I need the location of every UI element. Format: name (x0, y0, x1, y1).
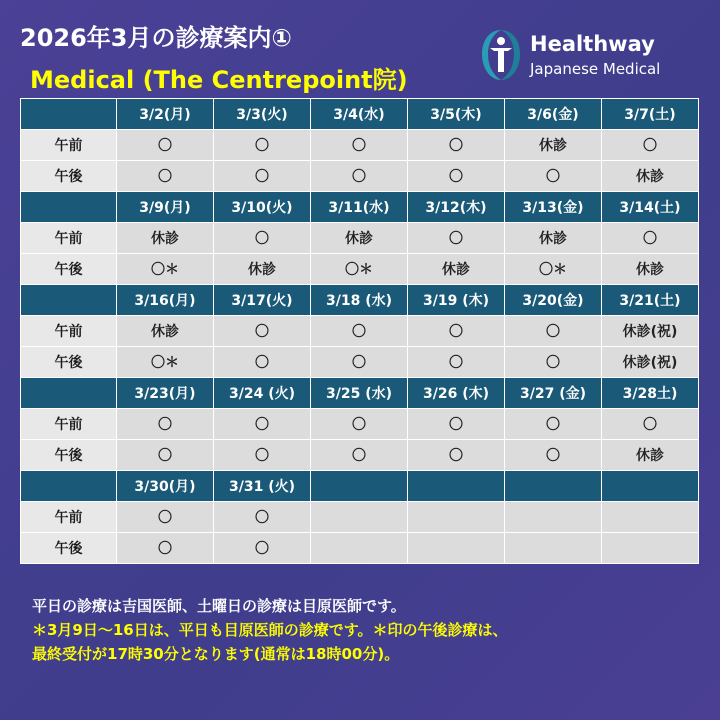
open-cell: 〇 (117, 440, 214, 471)
date-header-cell (602, 471, 699, 502)
open-cell: 〇 (214, 223, 311, 254)
date-header-cell: 3/23(月) (117, 378, 214, 409)
open-cell: 〇 (117, 533, 214, 564)
afternoon-label: 午後 (21, 347, 117, 378)
date-header-cell: 3/27 (金) (505, 378, 602, 409)
open-cell: 〇 (505, 347, 602, 378)
date-header-cell (505, 471, 602, 502)
open-cell: 〇 (311, 161, 408, 192)
morning-row (21, 223, 699, 254)
date-header-cell: 3/31 (火) (214, 471, 311, 502)
footer-special-note: ＊3月9日～16日は、平日も目原医師の診療です。＊印の午後診療は、 (32, 621, 508, 639)
morning-row (21, 502, 699, 533)
week-header-row (21, 471, 699, 502)
afternoon-row (21, 533, 699, 564)
empty-cell (602, 502, 699, 533)
open-cell: 〇 (408, 316, 505, 347)
date-header-cell: 3/10(火) (214, 192, 311, 223)
afternoon-row (21, 254, 699, 285)
open-cell: 〇 (408, 347, 505, 378)
morning-row (21, 409, 699, 440)
open-cell: 〇＊ (117, 347, 214, 378)
open-cell: 〇 (408, 440, 505, 471)
date-header-cell: 3/28土) (602, 378, 699, 409)
morning-label: 午前 (21, 409, 117, 440)
date-header-cell: 3/4(水) (311, 99, 408, 130)
date-header-cell: 3/2(月) (117, 99, 214, 130)
open-cell: 〇 (214, 316, 311, 347)
open-cell: 〇 (602, 409, 699, 440)
open-cell: 〇 (117, 161, 214, 192)
morning-row (21, 130, 699, 161)
header-corner-cell (21, 471, 117, 502)
footer-doctor-note: 平日の診療は吉国医師、土曜日の診療は目原医師です。 (32, 597, 406, 615)
afternoon-label: 午後 (21, 161, 117, 192)
open-cell: 〇 (408, 161, 505, 192)
open-cell: 〇＊ (117, 254, 214, 285)
week-header-row (21, 285, 699, 316)
clinic-subtitle: Medical (The Centrepoint院) (30, 66, 408, 94)
open-cell: 〇＊ (311, 254, 408, 285)
closed-cell: 休診 (505, 223, 602, 254)
afternoon-label: 午後 (21, 254, 117, 285)
empty-cell (311, 502, 408, 533)
brand-logo-block (478, 28, 698, 84)
week-header-row (21, 192, 699, 223)
empty-cell (602, 533, 699, 564)
closed-cell: 休診 (117, 316, 214, 347)
closed-cell: 休診 (408, 254, 505, 285)
open-cell: 〇 (214, 347, 311, 378)
date-header-cell: 3/16(月) (117, 285, 214, 316)
header-corner-cell (21, 192, 117, 223)
date-header-cell: 3/3(火) (214, 99, 311, 130)
week-header-row (21, 378, 699, 409)
header-corner-cell (21, 285, 117, 316)
date-header-cell: 3/18 (水) (311, 285, 408, 316)
open-cell: 〇 (117, 409, 214, 440)
date-header-cell: 3/20(金) (505, 285, 602, 316)
morning-label: 午前 (21, 502, 117, 533)
closed-cell: 休診 (602, 161, 699, 192)
open-cell: 〇 (505, 161, 602, 192)
week-header-row (21, 99, 699, 130)
empty-cell (505, 502, 602, 533)
page-title: 2026年3月の診療案内① (20, 24, 292, 52)
open-cell: 〇 (602, 130, 699, 161)
footer-reception-note: 最終受付が17時30分となります(通常は18時00分)。 (32, 645, 400, 663)
open-cell: 〇 (214, 533, 311, 564)
afternoon-label: 午後 (21, 533, 117, 564)
date-header-cell (311, 471, 408, 502)
afternoon-label: 午後 (21, 440, 117, 471)
open-cell: 〇 (408, 409, 505, 440)
date-header-cell: 3/7(土) (602, 99, 699, 130)
closed-cell: 休診 (117, 223, 214, 254)
date-header-cell: 3/21(土) (602, 285, 699, 316)
afternoon-row (21, 440, 699, 471)
closed-cell: 休診 (505, 130, 602, 161)
brand-subtitle: Japanese Medical (530, 60, 661, 78)
closed-cell: 休診 (602, 440, 699, 471)
date-header-cell: 3/17(火) (214, 285, 311, 316)
brand-name: Healthway (530, 32, 655, 56)
date-header-cell: 3/25 (水) (311, 378, 408, 409)
empty-cell (505, 533, 602, 564)
open-cell: 〇 (602, 223, 699, 254)
open-cell: 〇 (117, 130, 214, 161)
date-header-cell: 3/5(木) (408, 99, 505, 130)
open-cell: 〇 (214, 130, 311, 161)
footer-notes (32, 594, 702, 666)
morning-label: 午前 (21, 223, 117, 254)
closed-cell: 休診 (214, 254, 311, 285)
schedule-table (20, 98, 699, 564)
date-header-cell: 3/13(金) (505, 192, 602, 223)
date-header-cell: 3/30(月) (117, 471, 214, 502)
open-cell: 〇 (505, 440, 602, 471)
empty-cell (408, 533, 505, 564)
open-cell: 〇 (214, 409, 311, 440)
open-cell: 〇 (505, 409, 602, 440)
open-cell: 〇 (117, 502, 214, 533)
open-cell: 〇 (214, 502, 311, 533)
date-header-cell: 3/11(水) (311, 192, 408, 223)
open-cell: 〇 (408, 223, 505, 254)
afternoon-row (21, 161, 699, 192)
date-header-cell: 3/26 (木) (408, 378, 505, 409)
open-cell: 〇 (311, 316, 408, 347)
closed-cell: 休診(祝) (602, 347, 699, 378)
date-header-cell: 3/14(土) (602, 192, 699, 223)
date-header-cell: 3/9(月) (117, 192, 214, 223)
closed-cell: 休診 (311, 223, 408, 254)
open-cell: 〇 (505, 316, 602, 347)
open-cell: 〇 (311, 347, 408, 378)
morning-label: 午前 (21, 316, 117, 347)
open-cell: 〇 (214, 161, 311, 192)
date-header-cell: 3/6(金) (505, 99, 602, 130)
open-cell: 〇 (311, 130, 408, 161)
open-cell: 〇 (408, 130, 505, 161)
date-header-cell: 3/19 (木) (408, 285, 505, 316)
open-cell: 〇 (214, 440, 311, 471)
empty-cell (408, 502, 505, 533)
header-corner-cell (21, 378, 117, 409)
morning-row (21, 316, 699, 347)
date-header-cell: 3/24 (火) (214, 378, 311, 409)
open-cell: 〇 (311, 409, 408, 440)
empty-cell (311, 533, 408, 564)
closed-cell: 休診(祝) (602, 316, 699, 347)
afternoon-row (21, 347, 699, 378)
healthway-logo-icon (478, 28, 524, 82)
date-header-cell: 3/12(木) (408, 192, 505, 223)
open-cell: 〇＊ (505, 254, 602, 285)
date-header-cell (408, 471, 505, 502)
morning-label: 午前 (21, 130, 117, 161)
closed-cell: 休診 (602, 254, 699, 285)
header-corner-cell (21, 99, 117, 130)
open-cell: 〇 (311, 440, 408, 471)
